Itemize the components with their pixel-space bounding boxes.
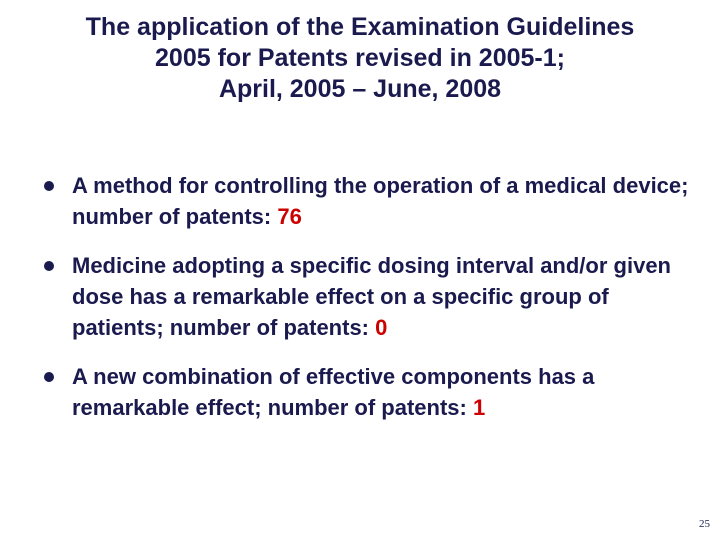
bullet-dot-icon bbox=[44, 372, 54, 382]
title-line-2: 2005 for Patents revised in 2005-1; bbox=[155, 44, 565, 72]
bullet-list bbox=[44, 170, 704, 423]
patent-count: 76 bbox=[277, 204, 302, 229]
title-line-1: The application of the Examination Guidelines bbox=[85, 13, 635, 41]
bullet-item-combination bbox=[44, 361, 704, 423]
bullet-text: A method for controlling the operation of a medical device; number of patents: bbox=[72, 173, 689, 229]
slide-title bbox=[0, 12, 720, 105]
patent-count: 1 bbox=[472, 395, 486, 420]
bullet-item-dosing-interval bbox=[44, 250, 704, 343]
bullet-item-medical-device bbox=[44, 170, 704, 232]
patent-count: 0 bbox=[375, 315, 388, 340]
bullet-dot-icon bbox=[44, 181, 54, 191]
bullet-text: Medicine adopting a specific dosing interval and/or given dose has a remarkable effect on a specific group of patients; number of patents: bbox=[72, 253, 671, 340]
page-number: 25 bbox=[699, 518, 710, 530]
bullet-dot-icon bbox=[44, 261, 54, 271]
title-line-3: April, 2005 – June, 2008 bbox=[218, 75, 502, 103]
bullet-text: A new combination of effective components has a remarkable effect; number of patents: bbox=[72, 364, 595, 420]
